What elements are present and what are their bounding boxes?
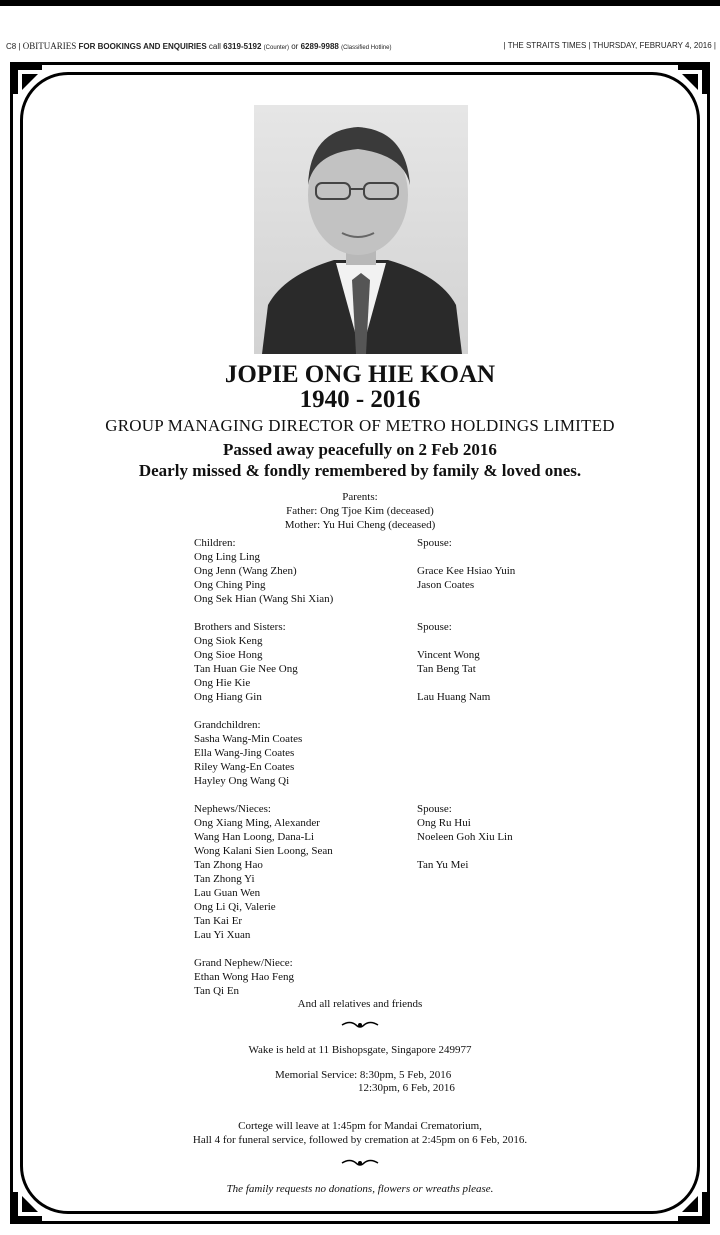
spouse-entry: Lau Huang Nam xyxy=(417,691,491,703)
top-rule xyxy=(0,0,720,6)
cortege-line-2: Hall 4 for funeral service, followed by cremation at 2:45pm on 6 Feb, 2016. xyxy=(192,1134,528,1146)
family-entry: Ong Siok Keng xyxy=(194,635,263,647)
spouse-entry xyxy=(417,634,515,648)
family-entry xyxy=(194,788,333,802)
life-years: 1940 - 2016 xyxy=(299,386,421,413)
spouse-entry xyxy=(417,760,515,774)
cortege-line-1: Cortege will leave at 1:45pm for Mandai Crematorium, xyxy=(238,1120,482,1132)
family-entry: Ong Sek Hian (Wang Shi Xian) xyxy=(194,593,334,605)
memorial-time-2: 12:30pm, 6 Feb, 2016 xyxy=(358,1082,455,1094)
spouse-entry: Noeleen Goh Xiu Lin xyxy=(417,831,513,843)
spouse-entry xyxy=(417,550,515,564)
spouse-entry xyxy=(417,732,515,746)
family-right-column xyxy=(417,536,515,872)
spouse-entry xyxy=(417,704,515,718)
family-entry xyxy=(194,942,333,956)
spouse-entry xyxy=(417,844,515,858)
corner-ornament-icon xyxy=(10,62,44,96)
passed-away-line: Passed away peacefully on 2 Feb 2016 xyxy=(223,440,497,459)
family-entry: Brothers and Sisters: xyxy=(194,621,286,633)
corner-ornament-icon xyxy=(676,62,710,96)
family-entry: Ong Xiang Ming, Alexander xyxy=(194,817,320,829)
bookings-label: FOR BOOKINGS AND ENQUIRIES xyxy=(78,42,207,51)
deceased-name: JOPIE ONG HIE KOAN xyxy=(224,361,496,388)
portrait-figure xyxy=(254,105,468,354)
family-left-column xyxy=(194,536,333,998)
publication-date: THURSDAY, FEBRUARY 4, 2016 xyxy=(592,41,712,50)
family-entry: Tan Kai Er xyxy=(194,915,243,927)
family-entry: Grand Nephew/Niece: xyxy=(194,957,293,969)
family-entry: Ethan Wong Hao Feng xyxy=(194,971,295,983)
family-entry: Tan Zhong Hao xyxy=(194,859,263,871)
flourish-divider-icon xyxy=(340,1158,380,1168)
flourish-divider-icon xyxy=(340,1020,380,1030)
spouse-entry xyxy=(417,718,515,732)
family-entry: Nephews/Nieces: xyxy=(194,803,271,815)
header-right: | THE STRAITS TIMES | THURSDAY, FEBRUARY 4, 2016 | xyxy=(503,41,716,50)
spouse-entry xyxy=(417,676,515,690)
family-entry: Ong Ching Ping xyxy=(194,579,266,591)
classified-phone: 6289-9988 xyxy=(300,42,339,51)
spouse-entry xyxy=(417,788,515,802)
father-line: Father: Ong Tjoe Kim (deceased) xyxy=(286,505,434,517)
spouse-entry xyxy=(417,592,515,606)
family-entry xyxy=(194,704,333,718)
spouse-entry xyxy=(417,606,515,620)
family-entry: Ong Li Qi, Valerie xyxy=(194,901,276,913)
relatives-line: And all relatives and friends xyxy=(297,998,423,1010)
memorial-label: Memorial Service: xyxy=(275,1069,358,1081)
family-entry: Tan Zhong Yi xyxy=(194,873,255,885)
family-entry: Wong Kalani Sien Loong, Sean xyxy=(194,845,333,857)
spouse-entry: Vincent Wong xyxy=(417,649,480,661)
spouse-entry: Grace Kee Hsiao Yuin xyxy=(417,565,516,577)
family-entry: Riley Wang-En Coates xyxy=(194,761,295,773)
mother-line: Mother: Yu Hui Cheng (deceased) xyxy=(284,519,436,531)
spouse-entry: Spouse: xyxy=(417,537,452,549)
counter-phone: 6319-5192 xyxy=(223,42,262,51)
page-header xyxy=(0,36,720,56)
family-entry xyxy=(194,606,333,620)
deceased-role: GROUP MANAGING DIRECTOR OF METRO HOLDINGS LIMITED xyxy=(105,416,615,435)
section-name: OBITUARIES xyxy=(22,41,77,51)
family-entry: Ong Ling Ling xyxy=(194,551,260,563)
family-entry: Ong Hie Kie xyxy=(194,677,251,689)
spouse-entry: Spouse: xyxy=(417,621,452,633)
family-entry: Wang Han Loong, Dana-Li xyxy=(194,831,315,843)
remembered-line: Dearly missed & fondly remembered by family & loved ones. xyxy=(138,461,582,480)
spouse-entry xyxy=(417,746,515,760)
family-entry: Ong Jenn (Wang Zhen) xyxy=(194,565,297,577)
family-entry: Sasha Wang-Min Coates xyxy=(194,733,303,745)
spouse-entry: Tan Yu Mei xyxy=(417,859,469,871)
spouse-entry: Tan Beng Tat xyxy=(417,663,476,675)
spouse-entry: Ong Ru Hui xyxy=(417,817,471,829)
family-entry: Lau Guan Wen xyxy=(194,887,261,899)
header-left: C8 | OBITUARIES FOR BOOKINGS AND ENQUIRIES call 6319-5192 (Counter) or 6289-9988 (Classified Hotline) xyxy=(6,41,392,51)
family-entry: Hayley Ong Wang Qi xyxy=(194,775,290,787)
family-entry: Lau Yi Xuan xyxy=(194,929,251,941)
spouse-entry: Spouse: xyxy=(417,803,452,815)
family-entry: Grandchildren: xyxy=(194,719,261,731)
publication-name: THE STRAITS TIMES xyxy=(507,41,587,50)
family-entry: Children: xyxy=(194,537,236,549)
family-entry: Ong Sioe Hong xyxy=(194,649,263,661)
page-number: C8 xyxy=(6,42,17,51)
parents-heading: Parents: xyxy=(342,491,378,503)
memorial-service xyxy=(275,1068,451,1082)
donation-request: The family requests no donations, flowers or wreaths please. xyxy=(226,1183,494,1195)
portrait-photo xyxy=(254,105,468,354)
wake-line: Wake is held at 11 Bishopsgate, Singapore 249977 xyxy=(248,1044,472,1056)
family-entry: Tan Huan Gie Nee Ong xyxy=(194,663,298,675)
spouse-entry: Jason Coates xyxy=(417,579,475,591)
family-entry: Ong Hiang Gin xyxy=(194,691,262,703)
memorial-time-1: 8:30pm, 5 Feb, 2016 xyxy=(359,1069,452,1081)
family-entry: Ella Wang-Jing Coates xyxy=(194,747,295,759)
spouse-entry xyxy=(417,774,515,788)
family-entry: Tan Qi En xyxy=(194,985,240,997)
